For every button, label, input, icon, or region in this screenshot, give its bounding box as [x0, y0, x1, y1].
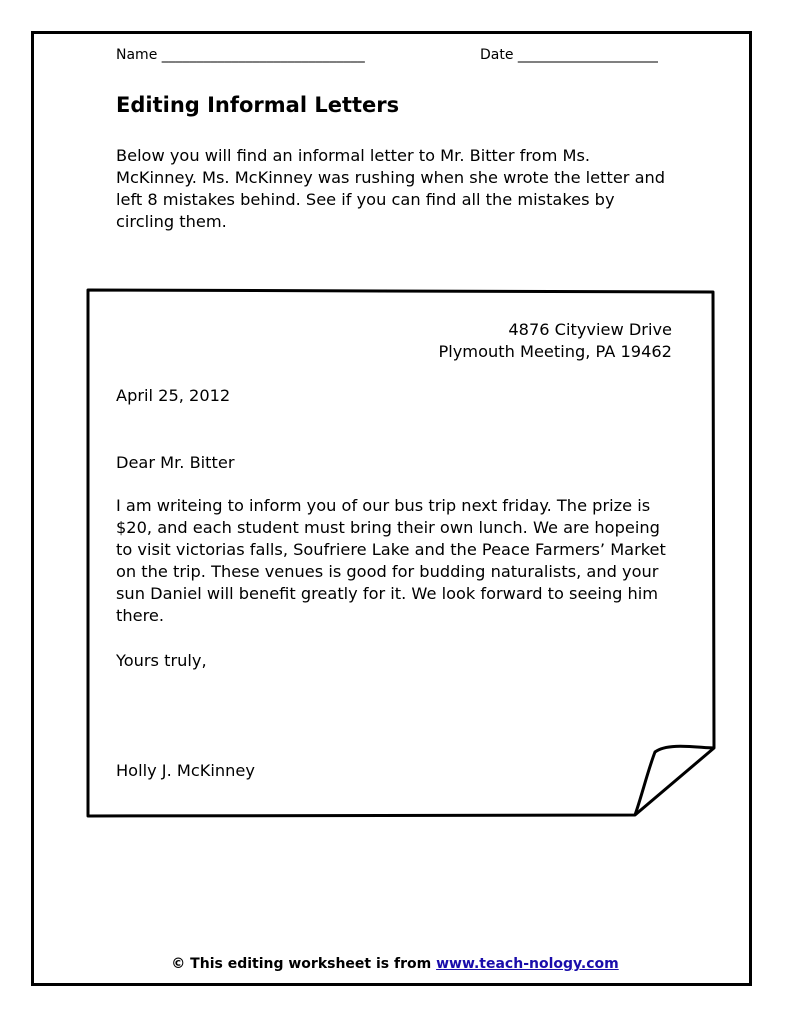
letter-date: April 25, 2012	[116, 386, 231, 405]
footer-prefix: © This editing worksheet is from	[171, 956, 437, 972]
name-field: Name _____________________________	[116, 47, 365, 63]
instructions-paragraph: Below you will find an informal letter to Mr. Bitter from Ms. McKinney. Ms. McKinney was rushing when she wrote the letter and left 8 mistakes behind. See if you can find all the mistakes by circling them.	[116, 146, 666, 231]
letter-body: I am writeing to inform you of our bus trip next friday. The prize is $20, and each student must bring their own lunch. We are hopeing to visit victorias falls, Soufriere Lake and the Peace Farmers’ Market on the trip. These venues is good for budding naturalists, and your sun Daniel will benefit greatly for it. We look forward to seeing him there.	[116, 496, 666, 625]
page-title: Editing Informal Letters	[116, 93, 400, 117]
sender-address	[438, 319, 672, 363]
footer-credit	[0, 956, 790, 972]
letter-signature: Holly J. McKinney	[116, 761, 255, 780]
address-line-city: Plymouth Meeting, PA 19462	[438, 342, 672, 361]
teach-nology-link[interactable]: www.teach-nology.com	[436, 956, 619, 972]
letter-greeting: Dear Mr. Bitter	[116, 453, 235, 472]
date-field: Date ____________________	[480, 47, 658, 63]
address-line-street: 4876 Cityview Drive	[508, 320, 672, 339]
letter-closing: Yours truly,	[116, 651, 207, 670]
